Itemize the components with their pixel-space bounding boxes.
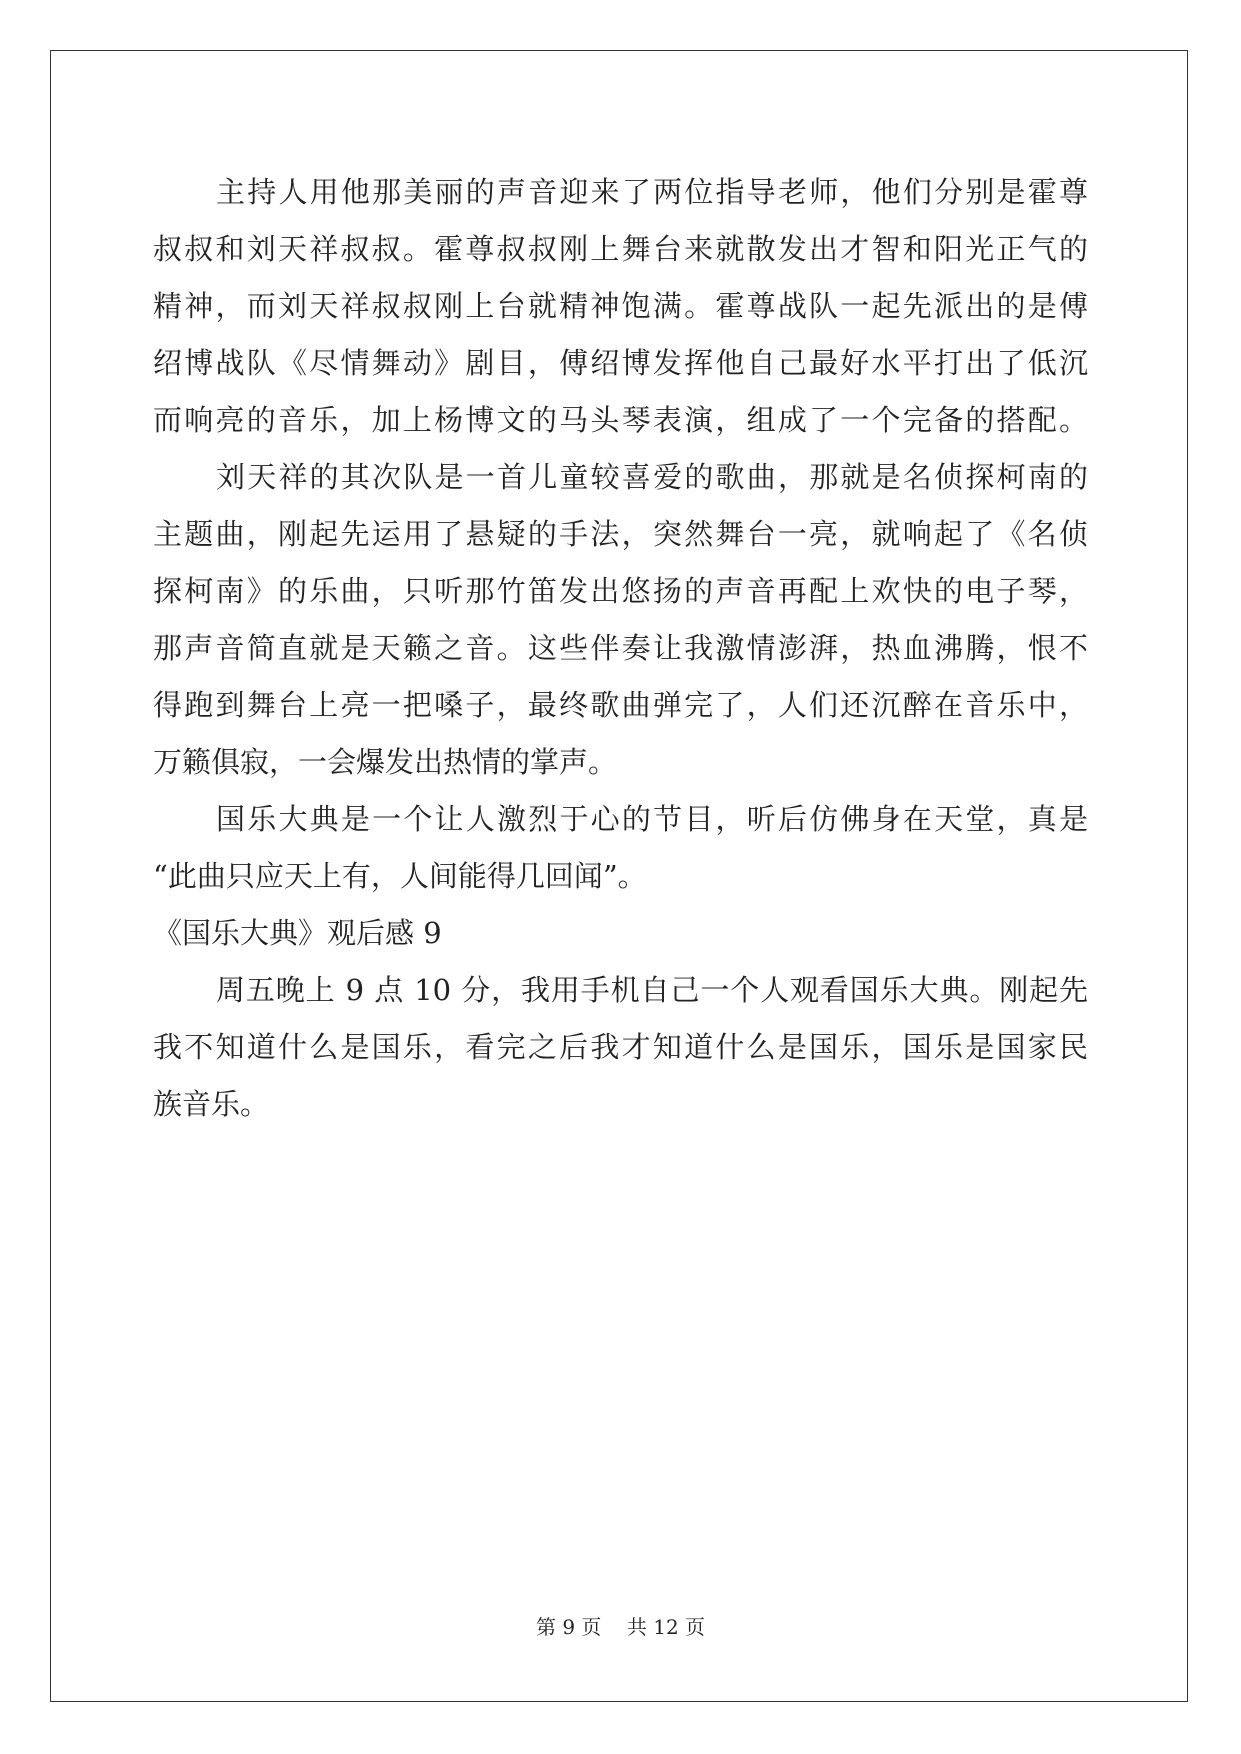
paragraph-4-line-1: 周五晚上 9 点 10 分，我用手机自己一个人观看国乐大典。刚起先 <box>216 973 1088 1007</box>
paragraph-4-line-3: 族音乐。 <box>153 1087 270 1121</box>
paragraph-2-line-5: 得跑到舞台上亮一把嗓子，最终歌曲弹完了，人们还沉醉在音乐中， <box>153 688 1088 722</box>
page-number: 第 9 页 <box>535 1615 602 1639</box>
paragraph-2-line-2: 主题曲，刚起先运用了悬疑的手法，突然舞台一亮，就响起了《名侦 <box>153 517 1088 551</box>
paragraph-1-line-3: 精神，而刘天祥叔叔刚上台就精神饱满。霍尊战队一起先派出的是傅 <box>153 289 1088 323</box>
paragraph-2-line-4: 那声音简直就是天籁之音。这些伴奏让我激情澎湃，热血沸腾，恨不 <box>153 631 1088 665</box>
paragraph-1-line-4: 绍博战队《尽情舞动》剧目，傅绍博发挥他自己最好水平打出了低沉 <box>153 346 1088 380</box>
page-total: 共 12 页 <box>626 1615 706 1639</box>
paragraph-3-line-2: “此曲只应天上有，人间能得几回闻”。 <box>153 859 647 893</box>
paragraph-2-line-6: 万籁俱寂，一会爆发出热情的掌声。 <box>153 745 618 779</box>
paragraph-1-line-5: 而响亮的音乐，加上杨博文的马头琴表演，组成了一个完备的搭配。 <box>153 403 1088 437</box>
paragraph-1-line-2: 叔叔和刘天祥叔叔。霍尊叔叔刚上舞台来就散发出才智和阳光正气的 <box>153 232 1088 266</box>
paragraph-3-line-1: 国乐大典是一个让人激烈于心的节目，听后仿佛身在天堂，真是 <box>216 802 1088 836</box>
page-footer <box>0 1615 1241 1639</box>
paragraph-4-line-2: 我不知道什么是国乐，看完之后我才知道什么是国乐，国乐是国家民 <box>153 1030 1088 1064</box>
paragraph-1-line-1: 主持人用他那美丽的声音迎来了两位指导老师，他们分别是霍尊 <box>216 175 1088 209</box>
paragraph-2-line-1: 刘天祥的其次队是一首儿童较喜爱的歌曲，那就是名侦探柯南的 <box>216 460 1088 494</box>
paragraph-2-line-3: 探柯南》的乐曲，只听那竹笛发出悠扬的声音再配上欢快的电子琴， <box>153 574 1088 608</box>
section-title: 《国乐大典》观后感 9 <box>153 916 442 950</box>
